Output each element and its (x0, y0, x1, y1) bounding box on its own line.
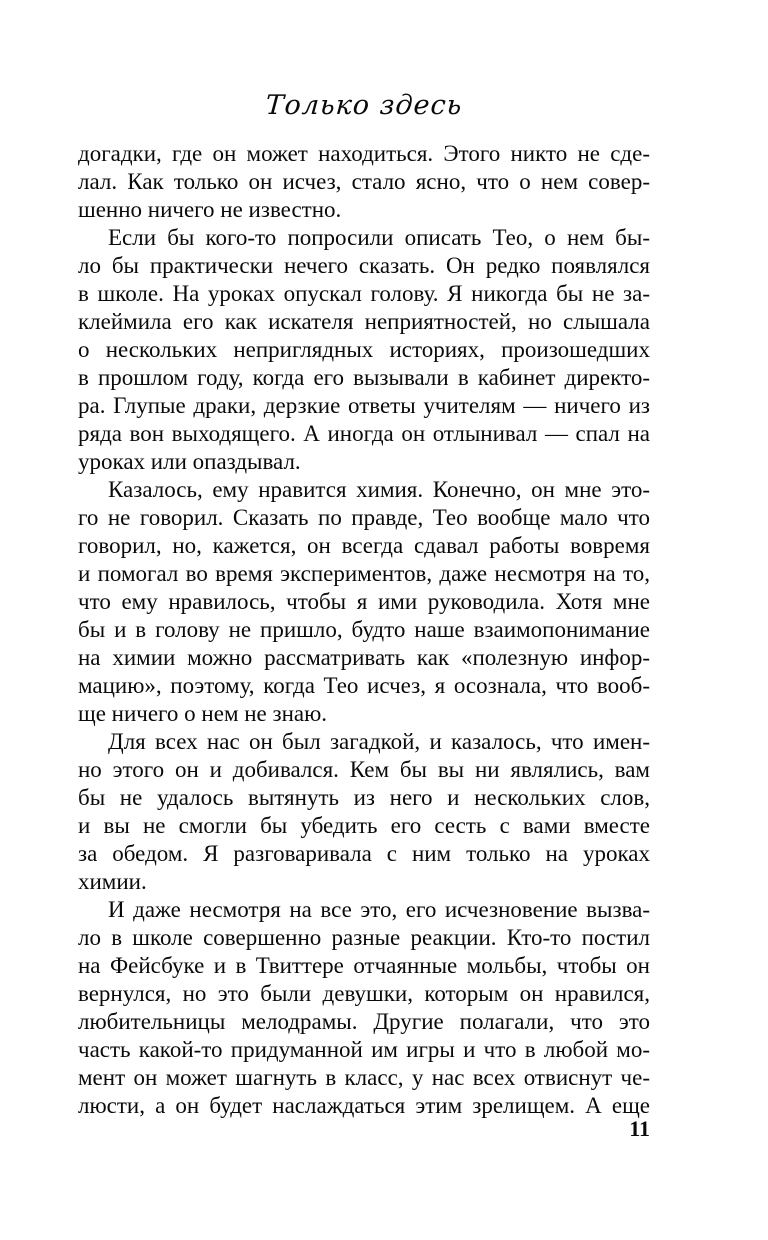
paragraph (78, 728, 650, 896)
running-header: Только здесь (264, 90, 464, 121)
body-text (78, 140, 650, 1120)
text-line: го не говорил. Сказать по правде, Тео вообще мало что (78, 505, 650, 530)
text-line: Казалось, ему нравится химия. Конечно, он мне это- (108, 477, 650, 502)
text-line: Если бы кого-то попросили описать Тео, о нем бы- (108, 225, 650, 250)
text-line: уроках или опаздывал. (78, 449, 301, 474)
text-line: и помогал во время экспериментов, даже несмотря на то, (78, 561, 650, 586)
text-line: бы не удалось вытянуть из него и нескольких слов, (78, 785, 650, 810)
text-line: Для всех нас он был загадкой, и казалось, что имен- (108, 729, 650, 754)
text-line: И даже несмотря на все это, его исчезновение вызва- (108, 897, 650, 922)
text-line: бы и в голову не пришло, будто наше взаимопонимание (78, 617, 650, 642)
paragraph (78, 140, 650, 224)
paragraph (78, 224, 650, 476)
text-line: ряда вон выходящего. А иногда он отлынивал — спал на (78, 421, 650, 446)
text-line: ще ничего о нем не знаю. (78, 701, 328, 726)
text-line: что ему нравилось, чтобы я ими руководила. Хотя мне (78, 589, 650, 614)
text-line: но этого он и добивался. Кем бы вы ни являлись, вам (78, 757, 650, 782)
text-line: мацию», поэтому, когда Тео исчез, я осознала, что вооб- (78, 673, 650, 698)
text-line: мент он может шагнуть в класс, у нас всех отвиснут че- (78, 1065, 650, 1090)
page-number: 11 (629, 1116, 650, 1141)
text-line: ло бы практически нечего сказать. Он редко появлялся (78, 253, 650, 278)
text-line: на Фейсбуке и в Твиттере отчаянные мольбы, чтобы он (78, 953, 650, 978)
text-line: химии. (78, 869, 147, 894)
text-line: за обедом. Я разговаривала с ним только на уроках (78, 841, 650, 866)
text-line: догадки, где он может находиться. Этого никто не сде- (78, 141, 650, 166)
paragraph (78, 476, 650, 728)
text-line: на химии можно рассматривать как «полезную инфор- (78, 645, 650, 670)
text-line: ло в школе совершенно разные реакции. Кто-то постил (78, 925, 650, 950)
text-line: ра. Глупые драки, дерзкие ответы учителям — ничего из (78, 393, 650, 418)
text-line: любительницы мелодрамы. Другие полагали, что это (78, 1009, 650, 1034)
text-line: в прошлом году, когда его вызывали в кабинет директо- (78, 365, 650, 390)
text-line: часть какой-то придуманной им игры и что в любой мо- (78, 1037, 650, 1062)
text-line: вернулся, но это были девушки, которым он нравился, (78, 981, 650, 1006)
text-line: говорил, но, кажется, он всегда сдавал работы вовремя (78, 533, 650, 558)
text-line: люсти, а он будет наслаждаться этим зрелищем. А еще (78, 1093, 650, 1118)
text-line: шенно ничего не известно. (78, 197, 342, 222)
text-line: в школе. На уроках опускал голову. Я никогда бы не за- (78, 281, 650, 306)
paragraph (78, 896, 650, 1120)
text-line: и вы не смогли бы убедить его сесть с вами вместе (78, 813, 650, 838)
text-line: клеймила его как искателя неприятностей, но слышала (78, 309, 650, 334)
text-line: лал. Как только он исчез, стало ясно, что о нем совер- (78, 169, 650, 194)
text-line: о нескольких неприглядных историях, произошедших (78, 337, 650, 362)
